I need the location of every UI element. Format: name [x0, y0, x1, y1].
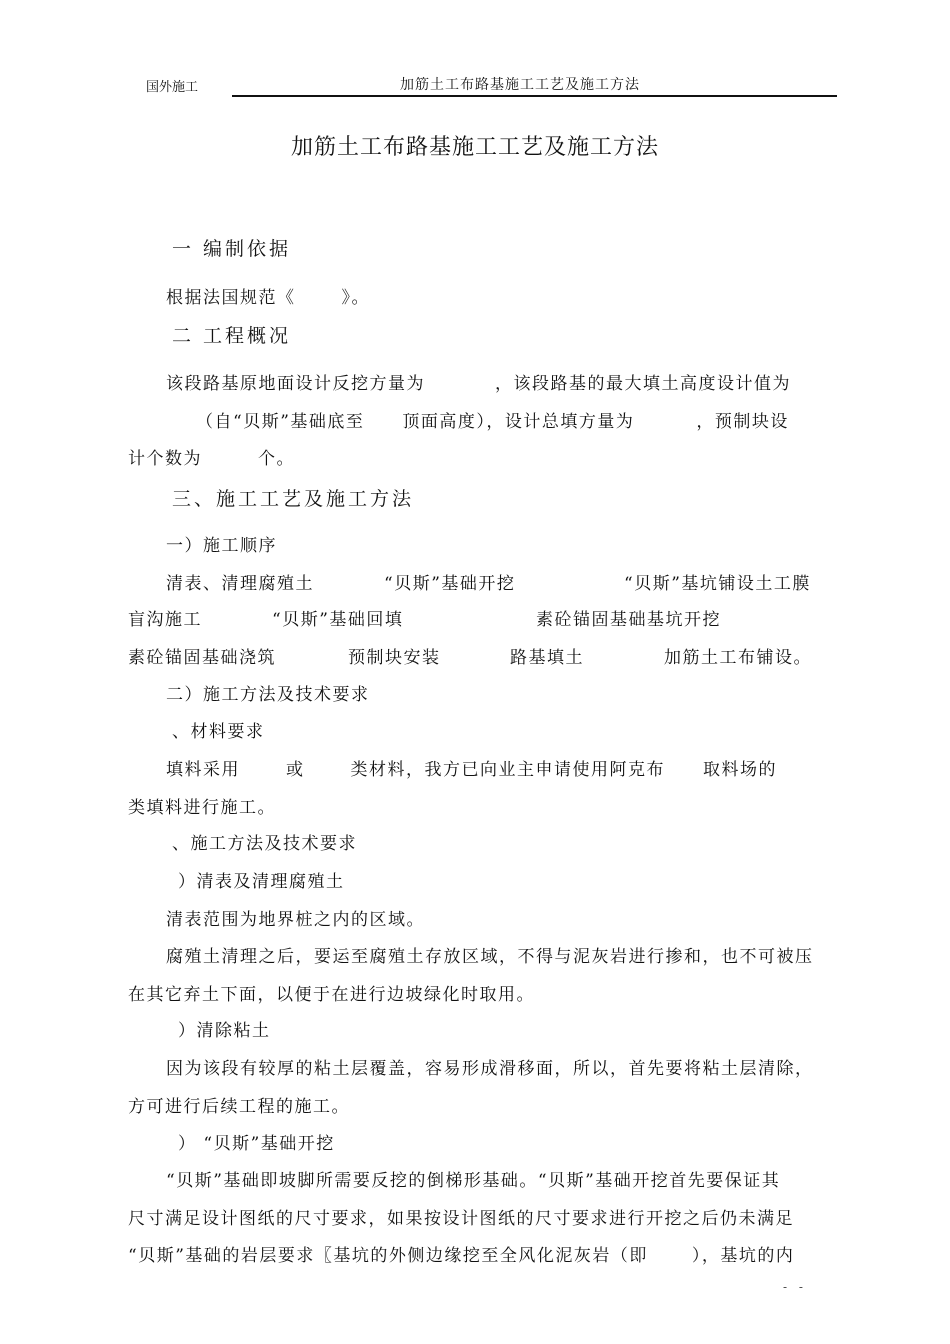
sequence-step: 盲沟施工 — [128, 610, 202, 630]
item-2-paragraph-line-2: 方可进行后续工程的施工。 — [128, 1097, 350, 1117]
s1-text-b: 》。 — [341, 288, 370, 308]
mat-d: 取料场的 — [703, 760, 777, 780]
s2-p3-b: 个。 — [258, 449, 295, 469]
item3-pc-a: “贝斯”基础的岩层要求〖基坑的外侧边缘挖至全风化泥灰岩（即 — [128, 1246, 648, 1266]
item-3-paragraph-line-3 — [128, 1241, 794, 1266]
item-1-paragraph-1: 清表范围为地界桩之内的区域。 — [166, 910, 425, 930]
sequence-step: 素砼锚固基础浇筑 — [128, 648, 276, 668]
material-paragraph-line-2: 类填料进行施工。 — [128, 798, 276, 818]
item-3-paragraph-line-2: 尺寸满足设计图纸的尺寸要求，如果按设计图纸的尺寸要求进行开挖之后仍未满足 — [128, 1209, 794, 1229]
header-left-text: 国外施工 — [146, 80, 199, 95]
sequence-step: “贝斯”基础回填 — [272, 610, 404, 630]
item-1-paragraph-2-line-2: 在其它弃土下面，以便于在进行边坡绿化时取用。 — [128, 985, 535, 1005]
section-3-heading: 三、施工工艺及施工方法 — [172, 488, 415, 510]
sequence-step: “贝斯”基坑铺设土工膜 — [624, 574, 811, 594]
mat-b: 或 — [286, 760, 305, 780]
s2-p3-a: 计个数为 — [128, 449, 202, 469]
subsection-2-heading: 二）施工方法及技术要求 — [166, 685, 370, 705]
item-2-heading: ）清除粘土 — [178, 1021, 271, 1041]
sequence-step: “贝斯”基础开挖 — [384, 574, 516, 594]
document-title: 加筋土工布路基施工工艺及施工方法 — [290, 135, 659, 160]
method-heading: 、施工方法及技术要求 — [172, 834, 357, 854]
s2-p2-b: 顶面高度），设计总填方量为 — [402, 412, 635, 432]
sequence-step: 清表、清理腐殖土 — [166, 574, 314, 594]
item-3-paragraph-line-1: “贝斯”基础即坡脚所需要反挖的倒梯形基础。“贝斯”基础开挖首先要保证其 — [166, 1171, 781, 1191]
footer-marks: - - — [783, 1280, 807, 1294]
sequence-step: 加筋土工布铺设。 — [664, 648, 812, 668]
mat-a: 填料采用 — [166, 760, 240, 780]
item-1-heading: ）清表及清理腐殖土 — [178, 872, 345, 892]
s2-paragraph-line-2 — [196, 407, 789, 432]
sequence-step: 素砼锚固基础基坑开挖 — [536, 610, 721, 630]
subsection-1-heading: 一）施工顺序 — [166, 536, 277, 556]
section-1-heading: 一 编制依据 — [172, 238, 292, 260]
item-1-paragraph-2-line-1: 腐殖土清理之后，要运至腐殖土存放区域，不得与泥灰岩进行掺和，也不可被压 — [166, 947, 814, 967]
item-3-heading: ） “贝斯”基础开挖 — [178, 1134, 335, 1154]
header-rule — [232, 95, 837, 97]
sequence-step: 路基填土 — [510, 648, 584, 668]
material-requirements-heading: 、材料要求 — [172, 722, 265, 742]
s2-paragraph-line-3 — [128, 444, 295, 469]
sequence-step: 预制块安装 — [348, 648, 441, 668]
s1-text-a: 根据法国规范《 — [166, 288, 296, 308]
section-1-text — [166, 283, 370, 308]
item3-pc-b: ），基坑的内 — [691, 1246, 795, 1266]
section-2-heading: 二 工程概况 — [172, 325, 292, 347]
material-paragraph-line-1 — [166, 755, 777, 780]
mat-c: 类材料，我方已向业主申请使用阿克布 — [350, 760, 665, 780]
s2-p2-c: ，预制块设 — [696, 412, 789, 432]
s2-p1-b: ，该段路基的最大填土高度设计值为 — [495, 374, 791, 394]
header-running-title: 加筋土工布路基施工工艺及施工方法 — [400, 77, 640, 93]
item-2-paragraph-line-1: 因为该段有较厚的粘土层覆盖，容易形成滑移面，所以，首先要将粘土层清除， — [166, 1059, 814, 1079]
s2-paragraph-line-1 — [166, 369, 791, 394]
s2-p1-a: 该段路基原地面设计反挖方量为 — [166, 374, 425, 394]
s2-p2-a: （自“贝斯”基础底至 — [196, 412, 365, 432]
